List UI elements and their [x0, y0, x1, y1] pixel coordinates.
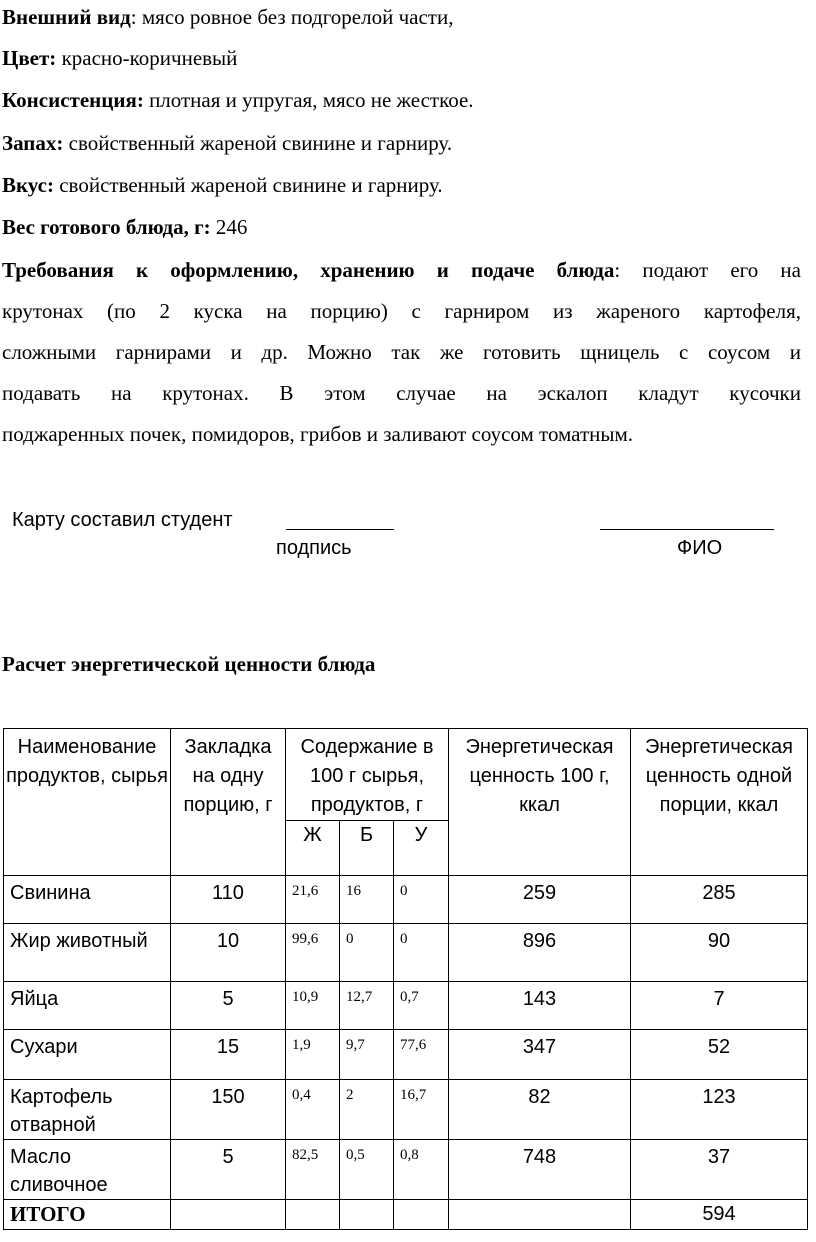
total-empty-cell	[449, 1200, 631, 1230]
product-name: Свинина	[4, 876, 171, 924]
protein-value: 0	[340, 924, 394, 982]
total-empty-cell	[171, 1200, 286, 1230]
carb-value: 0	[394, 876, 449, 924]
header-energy-100: Энергетическая ценность 100 г, ккал	[449, 729, 631, 876]
carb-value: 77,6	[394, 1030, 449, 1080]
table-row	[4, 924, 808, 982]
taste-text: свойственный жареной свинине и гарниру.	[53, 173, 443, 197]
requirements-line-1	[2, 250, 801, 291]
requirements-line-4: подавать на крутонах. В этом случае на эскалоп кладут кусочки	[2, 381, 801, 405]
carb-value: 0,7	[394, 982, 449, 1030]
protein-value: 0,5	[340, 1140, 394, 1200]
carb-value: 0,8	[394, 1140, 449, 1200]
appearance-text: : мясо ровное без подгорелой части,	[130, 5, 454, 29]
smell-label: Запах:	[2, 131, 64, 155]
color-line	[2, 46, 237, 70]
requirements-line-2: крутонах (по 2 куска на порцию) с гарниром из жареного картофеля,	[2, 299, 801, 323]
weight-line	[2, 215, 247, 239]
table-row	[4, 876, 808, 924]
signature-caption: подпись	[276, 537, 352, 559]
consistency-line	[2, 88, 474, 112]
portion-value: 10	[171, 924, 286, 982]
taste-label: Вкус:	[2, 173, 54, 197]
fat-value: 0,4	[286, 1080, 340, 1140]
header-portion: Закладка на одну порцию, г	[171, 729, 286, 876]
consistency-label: Консистенция:	[2, 88, 144, 112]
portion-value: 15	[171, 1030, 286, 1080]
fat-value: 82,5	[286, 1140, 340, 1200]
table-row	[4, 982, 808, 1030]
requirements-text: : подают его на	[614, 258, 801, 282]
protein-value: 16	[340, 876, 394, 924]
energy-portion-value: 90	[631, 924, 808, 982]
signature-line	[286, 529, 394, 530]
name-line	[600, 529, 774, 530]
product-name: Яйца	[4, 982, 171, 1030]
taste-line	[2, 173, 443, 197]
protein-value: 9,7	[340, 1030, 394, 1080]
requirements-label: Требования к оформлению, хранению и подаче блюда	[2, 258, 615, 282]
total-label: ИТОГО	[4, 1200, 171, 1230]
total-row	[4, 1200, 808, 1230]
name-caption: ФИО	[677, 537, 723, 559]
portion-value: 110	[171, 876, 286, 924]
energy-portion-value: 7	[631, 982, 808, 1030]
fat-value: 99,6	[286, 924, 340, 982]
energy-portion-value: 285	[631, 876, 808, 924]
requirements-paragraph	[2, 250, 801, 455]
appearance-line	[2, 5, 453, 29]
portion-value: 5	[171, 1140, 286, 1200]
protein-value: 2	[340, 1080, 394, 1140]
fat-value: 10,9	[286, 982, 340, 1030]
energy-portion-value: 52	[631, 1030, 808, 1080]
header-energy-portion: Энергетическая ценность одной порции, ккал	[631, 729, 808, 876]
energy-100-value: 259	[449, 876, 631, 924]
energy-table	[3, 728, 808, 1230]
energy-portion-value: 123	[631, 1080, 808, 1140]
total-empty-cell	[394, 1200, 449, 1230]
weight-label: Вес готового блюда, г:	[2, 215, 211, 239]
portion-value: 150	[171, 1080, 286, 1140]
product-name: Масло сливочное	[4, 1140, 171, 1200]
signature-label: Карту составил студент	[12, 509, 233, 531]
weight-text: 246	[210, 215, 248, 239]
energy-100-value: 896	[449, 924, 631, 982]
header-fat: Ж	[286, 821, 340, 876]
table-row	[4, 1140, 808, 1200]
color-label: Цвет:	[2, 46, 57, 70]
fat-value: 1,9	[286, 1030, 340, 1080]
total-empty-cell	[286, 1200, 340, 1230]
energy-100-value: 143	[449, 982, 631, 1030]
energy-portion-value: 37	[631, 1140, 808, 1200]
requirements-line-5: поджаренных почек, помидоров, грибов и заливают соусом томатным.	[2, 422, 634, 446]
energy-heading: Расчет энергетической ценности блюда	[2, 652, 376, 676]
energy-100-value: 347	[449, 1030, 631, 1080]
carb-value: 0	[394, 924, 449, 982]
header-carb: У	[394, 821, 449, 876]
protein-value: 12,7	[340, 982, 394, 1030]
table-row	[4, 1080, 808, 1140]
product-name: Жир животный	[4, 924, 171, 982]
requirements-line-3: сложными гарнирами и др. Можно так же готовить щницель с соусом и	[2, 340, 801, 364]
smell-line	[2, 131, 452, 155]
table-row	[4, 1030, 808, 1080]
product-name: Картофель отварной	[4, 1080, 171, 1140]
carb-value: 16,7	[394, 1080, 449, 1140]
header-protein: Б	[340, 821, 394, 876]
portion-value: 5	[171, 982, 286, 1030]
smell-text: свойственный жареной свинине и гарниру.	[63, 131, 453, 155]
total-energy-portion: 594	[631, 1200, 808, 1230]
header-content: Содержание в 100 г сырья, продуктов, г	[286, 729, 449, 821]
color-text: красно-коричневый	[56, 46, 238, 70]
appearance-label: Внешний вид	[2, 5, 131, 29]
fat-value: 21,6	[286, 876, 340, 924]
energy-100-value: 748	[449, 1140, 631, 1200]
total-empty-cell	[340, 1200, 394, 1230]
header-product: Наименование продуктов, сырья	[4, 729, 171, 876]
consistency-text: плотная и упругая, мясо не жесткое.	[143, 88, 474, 112]
energy-100-value: 82	[449, 1080, 631, 1140]
product-name: Сухари	[4, 1030, 171, 1080]
